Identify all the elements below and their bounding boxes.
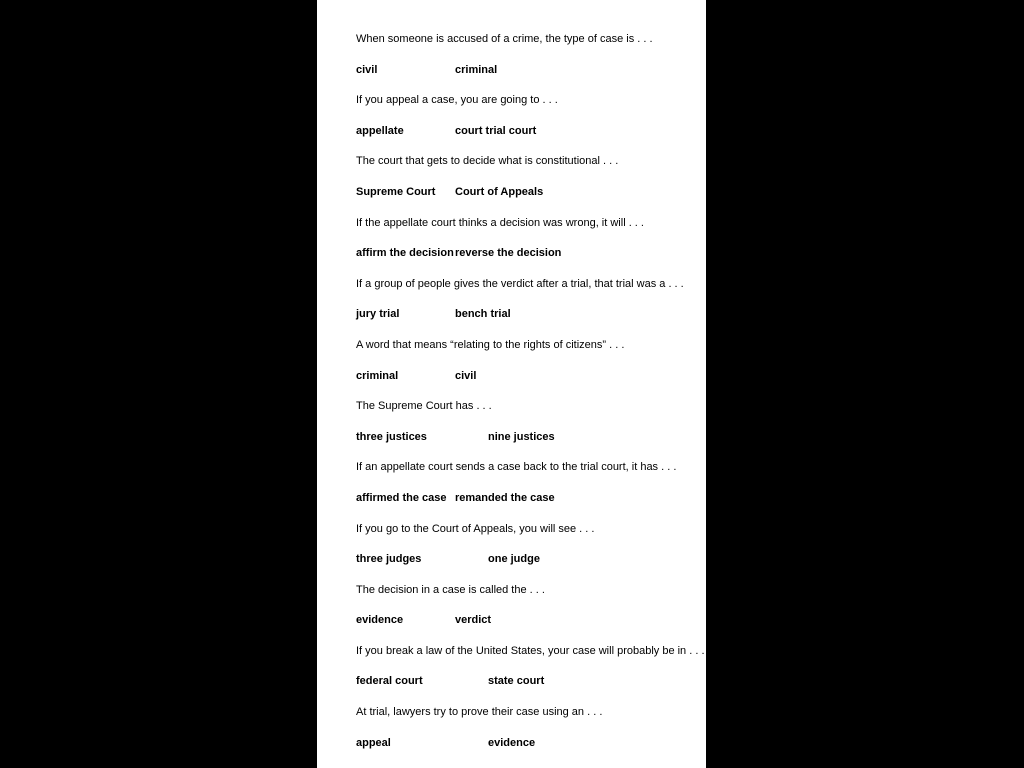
question-text: The Supreme Court has . . . xyxy=(356,400,492,413)
answer-choices xyxy=(356,671,706,702)
answer-choices xyxy=(356,610,706,641)
question-text: If a group of people gives the verdict after a trial, that trial was a . . . xyxy=(356,277,684,290)
answer-choices xyxy=(356,121,706,152)
question-text: If an appellate court sends a case back to the trial court, it has . . . xyxy=(356,461,677,474)
question-text: When someone is accused of a crime, the type of case is . . . xyxy=(356,33,653,45)
answer-option-b: one judge xyxy=(488,553,540,566)
answer-choices xyxy=(356,182,706,213)
answer-option-a: appellate xyxy=(356,124,404,137)
answer-choices xyxy=(356,488,706,519)
answer-choices xyxy=(356,304,706,335)
question-text: If you appeal a case, you are going to . . . xyxy=(356,94,558,107)
answer-option-a: federal court xyxy=(356,675,423,688)
answer-option-b: civil xyxy=(455,369,477,382)
answer-option-a: criminal xyxy=(356,369,399,382)
question-text: If the appellate court thinks a decision was wrong, it will . . . xyxy=(356,216,644,229)
answer-choices xyxy=(356,60,706,91)
answer-option-a: appeal xyxy=(356,736,391,749)
answer-option-b: Court of Appeals xyxy=(455,185,544,198)
question-text: The decision in a case is called the . . . xyxy=(356,583,545,596)
question-text: If you go to the Court of Appeals, you will see . . . xyxy=(356,522,595,535)
answer-option-a: jury trial xyxy=(356,308,400,321)
answer-option-b: criminal xyxy=(455,63,498,76)
answer-choices xyxy=(356,549,706,580)
answer-option-a: civil xyxy=(356,63,378,76)
answer-option-a: evidence xyxy=(356,614,404,627)
answer-choices xyxy=(356,366,706,397)
answer-option-a: affirm the decision xyxy=(356,247,454,260)
answer-option-b: nine justices xyxy=(488,430,555,443)
answer-option-b: court trial court xyxy=(455,124,537,137)
answer-choices xyxy=(356,733,706,764)
question-text: The court that gets to decide what is constitutional . . . xyxy=(356,155,619,168)
answer-choices xyxy=(356,243,706,274)
answer-option-a: three judges xyxy=(356,553,422,566)
question-text: At trial, lawyers try to prove their case using an . . . xyxy=(356,706,603,719)
quiz-list xyxy=(356,29,706,763)
answer-option-a: Supreme Court xyxy=(356,185,436,198)
document-page xyxy=(317,0,706,768)
question-text: If you break a law of the United States, your case will probably be in . . . xyxy=(356,644,705,657)
answer-option-b: verdict xyxy=(455,614,492,627)
answer-option-b: state court xyxy=(488,675,545,688)
answer-option-a: three justices xyxy=(356,430,427,443)
answer-option-a: affirmed the case xyxy=(356,491,447,504)
answer-choices xyxy=(356,427,706,458)
answer-option-b: reverse the decision xyxy=(455,247,562,260)
answer-option-b: evidence xyxy=(488,736,536,749)
question-text: A word that means “relating to the rights of citizens” . . . xyxy=(356,338,625,351)
answer-option-b: remanded the case xyxy=(455,491,555,504)
answer-option-b: bench trial xyxy=(455,308,511,321)
